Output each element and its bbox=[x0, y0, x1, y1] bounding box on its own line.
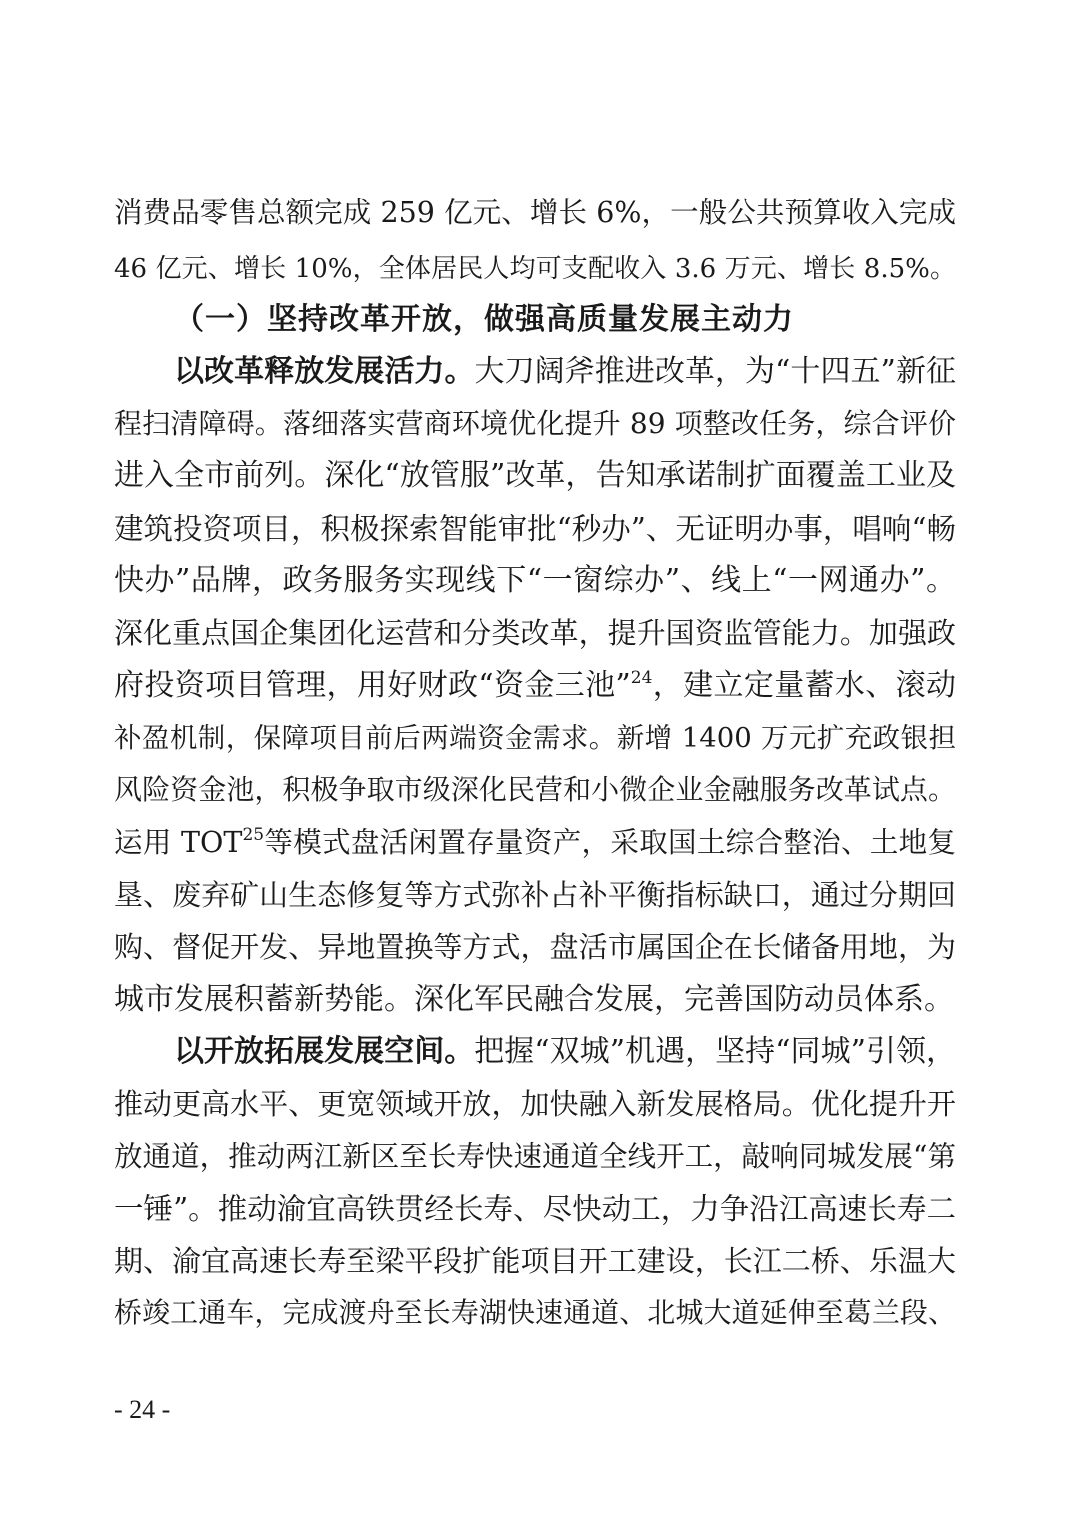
text-line: 深化重点国企集团化运营和分类改革，提升国资监管能力。加强政 bbox=[114, 616, 956, 650]
text-line: 46 亿元、增长 10%，全体居民人均可支配收入 3.6 万元、增长 8.5%。 bbox=[114, 254, 956, 284]
text-line-with-footnote bbox=[114, 823, 956, 863]
text-line: 桥竣工通车，完成渡舟至长寿湖快速通道、北城大道延伸至葛兰段、 bbox=[114, 1296, 956, 1329]
text-line: 风险资金池，积极争取市级深化民营和小微企业金融服务改革试点。 bbox=[114, 773, 956, 806]
text-line: 快办”品牌，政务服务实现线下“一窗综办”、线上“一网通办”。 bbox=[114, 563, 956, 598]
section-heading: （一）坚持改革开放，做强高质量发展主动力 bbox=[174, 302, 794, 337]
text-line: 补盈机制，保障项目前后两端资金需求。新增 1400 万元扩充政银担 bbox=[114, 722, 956, 754]
text-line: 建筑投资项目，积极探索智能审批“秒办”、无证明办事，唱响“畅 bbox=[114, 512, 956, 546]
text-line: 垦、废弃矿山生态修复等方式弥补占补平衡指标缺口，通过分期回 bbox=[114, 878, 956, 912]
text-line: 城市发展积蓄新势能。深化军民融合发展，完善国防动员体系。 bbox=[114, 982, 954, 1017]
footnote-marker: 24 bbox=[630, 668, 653, 688]
text-line: 一锤”。推动渝宜高铁贯经长寿、尽快动工，力争沿江高速长寿二 bbox=[114, 1192, 956, 1226]
paragraph-lead: 以开放拓展发展空间。 bbox=[174, 1034, 475, 1069]
text-line: 购、督促开发、异地置换等方式，盘活市属国企在长储备用地，为 bbox=[114, 930, 956, 964]
text-line: 放通道，推动两江新区至长寿快速通道全线开工，敲响同城发展“第 bbox=[114, 1140, 956, 1173]
paragraph-first-line bbox=[174, 352, 956, 392]
text-line: 进入全市前列。深化“放管服”改革，告知承诺制扩面覆盖工业及 bbox=[114, 458, 956, 493]
text-line: 期、渝宜高速长寿至梁平段扩能项目开工建设，长江二桥、乐温大 bbox=[114, 1244, 956, 1278]
paragraph-first-line bbox=[174, 1032, 956, 1072]
text-line: 消费品零售总额完成 259 亿元、增长 6%，一般公共预算收入完成 bbox=[114, 196, 956, 229]
text-run: ，建立定量蓄水、滚动 bbox=[652, 668, 956, 703]
text-line: 程扫清障碍。落细落实营商环境优化提升 89 项整改任务，综合评价 bbox=[114, 407, 956, 440]
text-line: 推动更高水平、更宽领域开放，加快融入新发展格局。优化提升开 bbox=[114, 1087, 956, 1121]
text-run: 大刀阔斧推进改革，为“十四五”新征 bbox=[474, 354, 956, 389]
text-run: 运用 TOT bbox=[114, 826, 243, 859]
footnote-marker: 25 bbox=[242, 825, 265, 845]
page-number: - 24 - bbox=[114, 1395, 171, 1424]
paragraph-lead: 以改革释放发展活力。 bbox=[174, 354, 475, 389]
text-line-with-footnote bbox=[114, 666, 956, 706]
text-run: 府投资项目管理，用好财政“资金三池” bbox=[114, 668, 631, 703]
text-run: 把握“双城”机遇，坚持“同城”引领， bbox=[474, 1034, 957, 1069]
text-run: 等模式盘活闲置存量资产，采取国土综合整治、土地复 bbox=[264, 826, 956, 859]
